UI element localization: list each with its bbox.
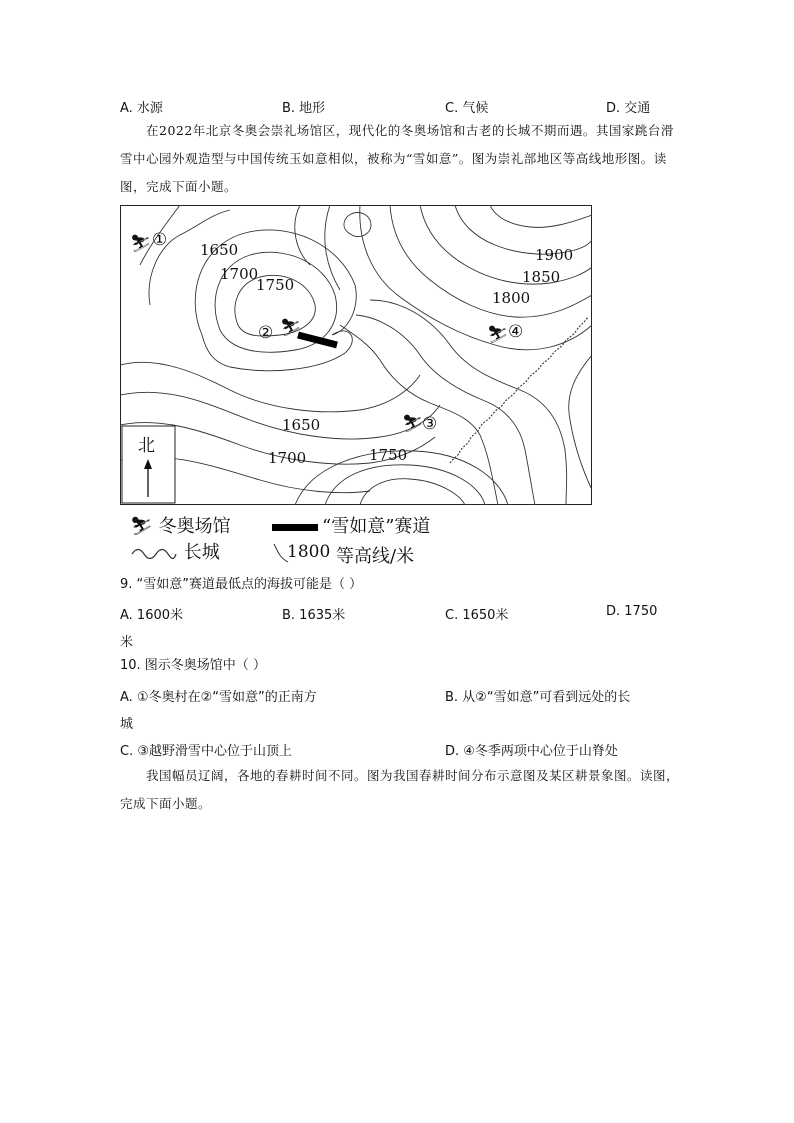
q9-option-b: B. 1635米 [282, 608, 346, 623]
legend-contour-label: 等高线/米 [336, 546, 415, 567]
skier-icon: ⛷ [280, 318, 302, 338]
contour-label: 1750 [369, 446, 408, 464]
intro-paragraph-1: 在2022年北京冬奥会崇礼场馆区，现代化的冬奥场馆和古老的长城不期而遇。其国家跳台滑雪中心园外观造型与中国传统玉如意相似，被称为“雪如意”。图为崇礼部地区等高线地形图。读图，完成下面小题。 [120, 123, 674, 194]
legend-wall-label: 长城 [183, 542, 220, 563]
marker-3: ③ [422, 414, 438, 434]
great-wall-swatch [130, 546, 178, 560]
contour-label: 1700 [268, 449, 307, 467]
contour-label: 1650 [282, 416, 321, 434]
skier-icon: ⛷ [487, 325, 509, 345]
legend-venue-label: 冬奥场馆 [158, 516, 231, 537]
intro-paragraph-2: 我国幅员辽阔，各地的春耕时间不同。图为我国春耕时间分布示意图及某区耕景象图。读图，完成下面小题。 [120, 768, 680, 811]
q10-option-a: A. ①冬奥村在②“雪如意”的正南方 [120, 690, 317, 705]
q9-option-c: C. 1650米 [445, 608, 509, 623]
contour-label: 1900 [535, 246, 574, 264]
legend-track [272, 512, 430, 538]
question-10-stem: 10. 图示冬奥场馆中（ ） [120, 658, 266, 673]
track-swatch [272, 524, 318, 531]
skier-icon: ⛷ [130, 516, 153, 537]
skier-icon: ⛷ [130, 234, 152, 254]
q10-option-d: D. ④冬季两项中心位于山脊处 [445, 744, 618, 759]
prev-option-b: B. 地形 [282, 101, 326, 116]
prev-option-d: D. 交通 [606, 101, 651, 116]
legend-wall [130, 538, 220, 564]
marker-1: ① [152, 230, 168, 250]
legend-track-label: “雪如意”赛道 [322, 516, 431, 537]
contour-label: 1650 [200, 241, 239, 259]
marker-4: ④ [508, 322, 524, 342]
contour-label: 1750 [256, 276, 295, 294]
prev-option-a: A. 水源 [120, 101, 163, 116]
q10-option-b: B. 从②“雪如意”可看到远处的长 [445, 690, 631, 705]
contour-label: 1700 [220, 265, 259, 283]
prev-option-c: C. 气候 [445, 101, 489, 116]
q9-option-d: D. 1750 [606, 604, 658, 619]
contour-map [120, 205, 592, 505]
q10-option-b-wrap: 城 [120, 717, 134, 732]
marker-2: ② [258, 323, 274, 343]
contour-label: 1850 [522, 268, 561, 286]
q10-option-c: C. ③越野滑雪中心位于山顶上 [120, 744, 292, 759]
q9-option-a: A. 1600米 [120, 608, 184, 623]
contour-label: 1800 [492, 289, 531, 307]
q9-option-d-wrap: 米 [120, 635, 134, 650]
north-label: 北 [138, 436, 155, 456]
skier-icon: ⛷ [402, 414, 424, 434]
legend-venue [130, 512, 231, 538]
question-9-stem: 9. “雪如意”赛道最低点的海拔可能是（ ） [120, 577, 363, 592]
legend-contour-value: 1800 [287, 542, 331, 562]
